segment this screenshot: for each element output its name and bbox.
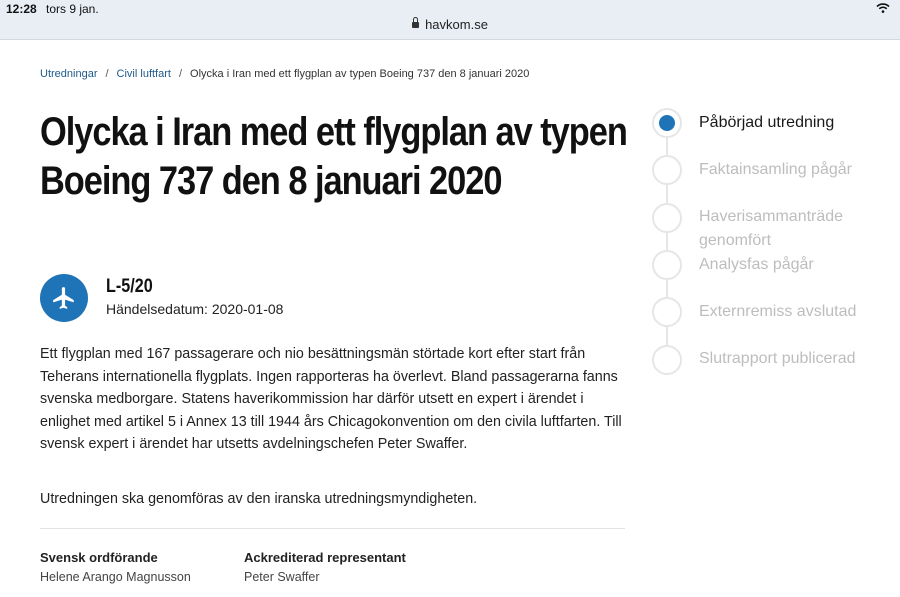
wifi-icon — [876, 3, 890, 13]
divider — [40, 528, 625, 529]
breadcrumb-link-utredningar[interactable]: Utredningar — [40, 68, 98, 80]
description-paragraph-2: Utredningen ska genomföras av den iranska utredningsmyndigheten. — [40, 491, 478, 507]
step-indicator-active — [652, 108, 682, 138]
breadcrumb — [40, 68, 529, 80]
step-label: Haverisammanträde genomfört — [699, 208, 844, 249]
event-date: Händelsedatum: 2020-01-08 — [106, 301, 284, 317]
url-text: havkom.se — [425, 17, 488, 32]
representative-value: Peter Swaffer — [244, 570, 320, 584]
page-title: Olycka i Iran med ett flygplan av typen Boeing 737 den 8 januari 2020 — [40, 110, 627, 203]
description-paragraph: Ett flygplan med 167 passagerare och nio besättningsmän störtade kort efter start från Teherans internationella flygplats. Ingen rapporteras ha överlevt. Bland passagerarna fanns svenska medborgare. Statens haverikommission har därför utsett en expert i ärendet i enlighet med artikel 5 i Annex 13 till 1944 års Chicagokonvention om den civila luftfarten. Till svensk expert i ärendet har utsetts avdelningschefen Peter Swaffer. — [40, 346, 622, 452]
breadcrumb-separator: / — [178, 68, 183, 80]
step-indicator — [652, 155, 682, 185]
chairman-value: Helene Arango Magnusson — [40, 570, 191, 584]
step-label: Externremiss avslutad — [699, 303, 857, 320]
case-id: L-5/20 — [106, 276, 153, 297]
breadcrumb-link-civil-luftfart[interactable]: Civil luftfart — [116, 68, 171, 80]
step-label: Analysfas pågår — [699, 256, 814, 273]
step-indicator — [652, 250, 682, 280]
step-indicator — [652, 203, 682, 233]
address-bar[interactable] — [0, 17, 900, 32]
step-indicator — [652, 297, 682, 327]
step-label: Påbörjad utredning — [699, 114, 835, 131]
airplane-icon — [40, 274, 88, 322]
step-indicator — [652, 345, 682, 375]
status-time: 12:28 — [6, 2, 37, 16]
breadcrumb-separator: / — [105, 68, 109, 80]
chairman-label: Svensk ordförande — [40, 550, 158, 565]
representative-label: Ackrediterad representant — [244, 550, 406, 565]
step-label: Faktainsamling pågår — [699, 161, 852, 178]
lock-icon — [412, 22, 419, 28]
browser-bar — [0, 0, 900, 40]
breadcrumb-current: Olycka i Iran med ett flygplan av typen Boeing 737 den 8 januari 2020 — [190, 68, 530, 80]
step-label: Slutrapport publicerad — [699, 350, 856, 367]
status-date: tors 9 jan. — [46, 2, 99, 16]
